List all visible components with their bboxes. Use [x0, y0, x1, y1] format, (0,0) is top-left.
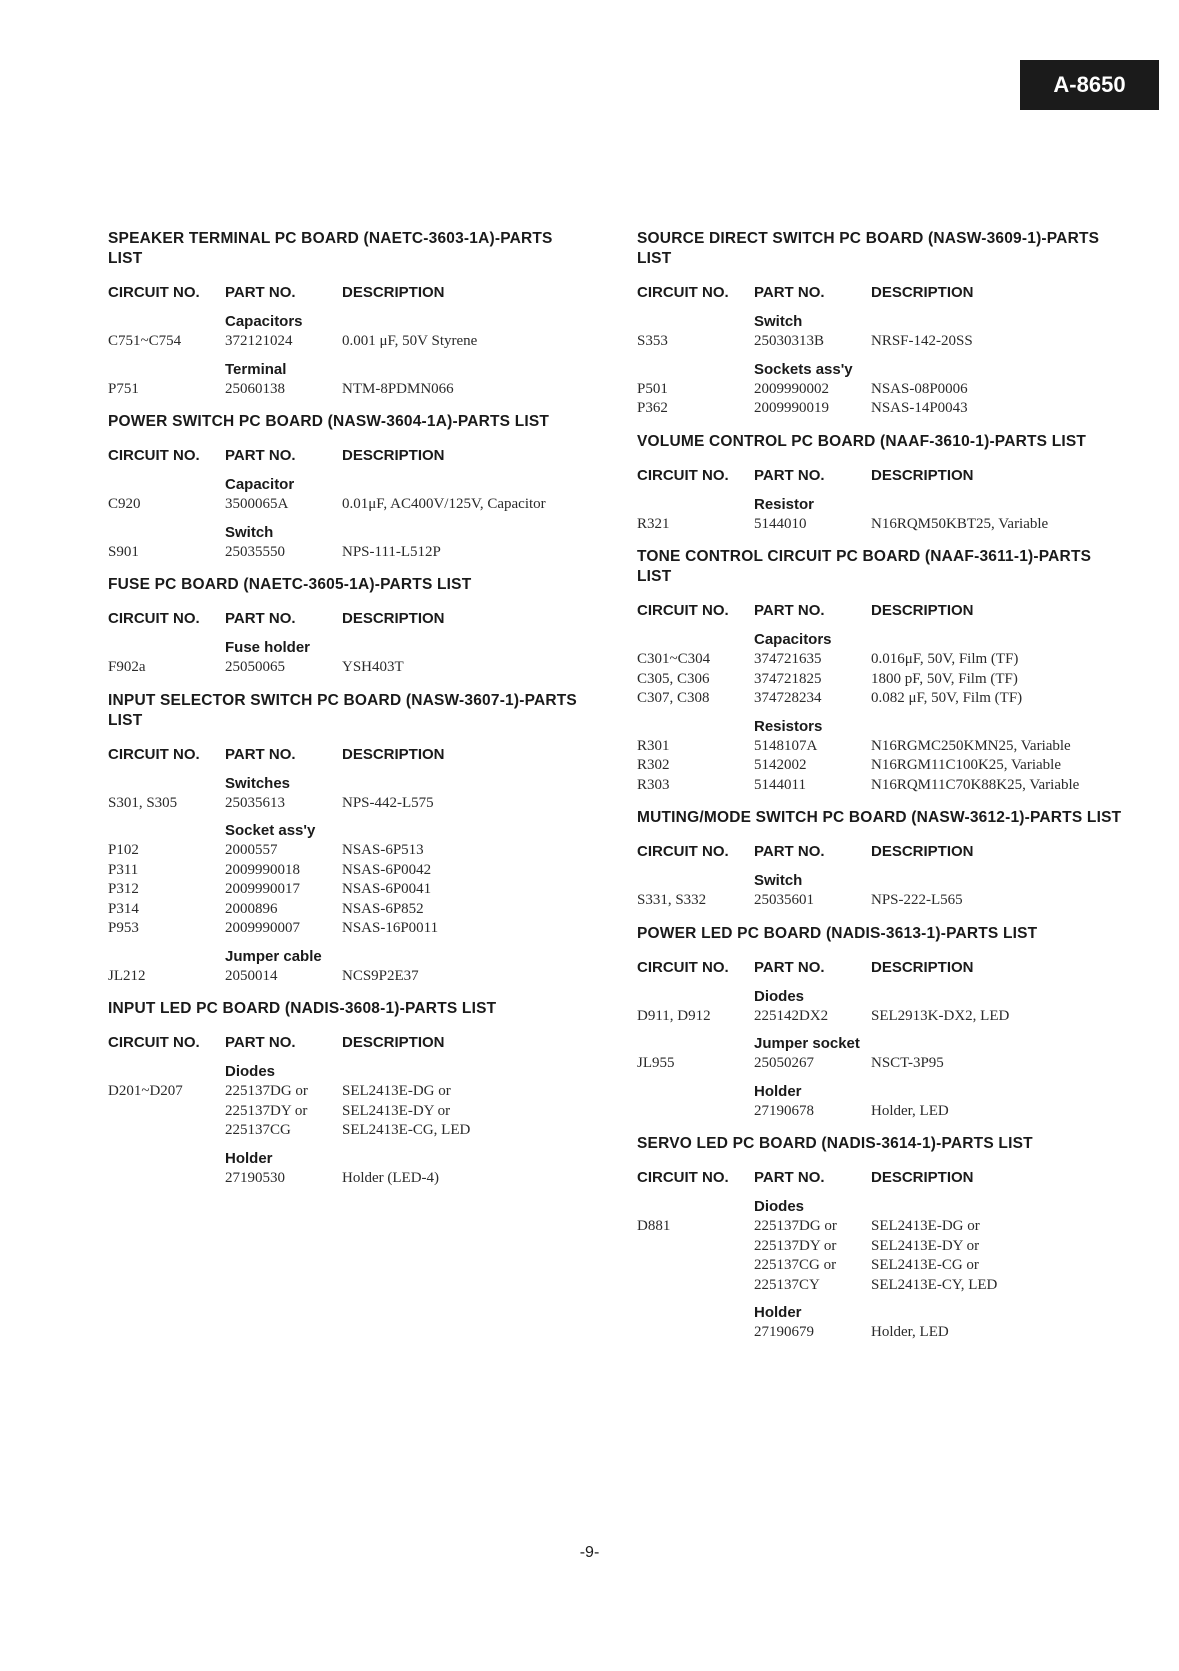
group-name: Diodes [225, 1063, 276, 1080]
column-header-row [108, 446, 590, 466]
header-part-no: PART NO. [754, 466, 825, 484]
table-row [637, 891, 1122, 911]
table-row [637, 399, 1122, 419]
part-no: 2009990017 [225, 881, 300, 897]
part-no: 3500065A [225, 496, 289, 512]
column-header-row [108, 283, 590, 303]
header-part-no: PART NO. [225, 447, 296, 464]
description: Holder (LED-4) [342, 1169, 440, 1186]
group-name: Capacitors [225, 313, 303, 330]
part-group [108, 1149, 590, 1189]
table-row [108, 880, 590, 900]
group-name: Switch [225, 523, 274, 541]
part-no: 2000896 [225, 900, 278, 917]
table-row [108, 861, 590, 881]
parts-list-section [108, 999, 590, 1188]
part-no: 27190678 [754, 1102, 814, 1119]
table-row [108, 495, 590, 515]
header-description: DESCRIPTION [871, 1169, 974, 1186]
part-no: 225137DY or [225, 1102, 308, 1119]
description: NPS-222-L565 [871, 892, 963, 908]
part-group [108, 475, 590, 515]
header-description: DESCRIPTION [871, 958, 974, 976]
group-name: Holder [225, 1149, 273, 1167]
table-row [637, 1217, 1122, 1237]
part-group [637, 1034, 1122, 1074]
description: 0.01μF, AC400V/125V, Capacitor [342, 496, 546, 512]
circuit-no: S901 [108, 543, 139, 560]
part-no: 225137DY or [754, 1237, 837, 1254]
group-name: Socket ass'y [225, 822, 316, 839]
model-number-tab: A-8650 [1020, 60, 1159, 110]
circuit-no: D911, D912 [637, 1007, 711, 1024]
header-part-no: PART NO. [754, 843, 825, 860]
parts-list-section [637, 924, 1122, 1122]
table-row [637, 689, 1122, 709]
circuit-no [108, 1102, 225, 1122]
header-part-no: PART NO. [754, 958, 825, 976]
circuit-no: S301, S305 [108, 794, 178, 811]
table-row [637, 1054, 1122, 1074]
table-row [637, 1256, 1122, 1276]
circuit-no [108, 1169, 225, 1189]
part-no: 2000557 [225, 842, 278, 858]
header-circuit-no: CIRCUIT NO. [637, 1169, 729, 1186]
part-no: 225137DG or [754, 1218, 837, 1234]
description: SEL2413E-CG or [871, 1257, 979, 1273]
column-header-row [108, 1033, 590, 1053]
part-no: 225142DX2 [754, 1007, 829, 1024]
description: SEL2413E-DY or [342, 1102, 451, 1119]
page-number: -9- [579, 1544, 600, 1561]
header-circuit-no: CIRCUIT NO. [108, 284, 200, 301]
circuit-no: P362 [637, 400, 668, 416]
table-row [108, 658, 590, 678]
circuit-no: P102 [108, 842, 139, 858]
group-name: Switch [754, 313, 803, 330]
table-row [108, 1169, 590, 1189]
part-no: 225137CG or [754, 1257, 837, 1273]
part-no: 2009990007 [225, 920, 300, 936]
part-no: 374721825 [754, 670, 822, 687]
table-row [637, 1276, 1122, 1296]
part-group [108, 1062, 590, 1141]
part-group [108, 523, 590, 563]
header-circuit-no: CIRCUIT NO. [637, 843, 729, 860]
table-row [637, 670, 1122, 690]
description: NRSF-142-20SS [871, 333, 973, 349]
table-row [637, 1323, 1122, 1343]
parts-list-section [637, 547, 1122, 795]
group-name: Capacitor [225, 476, 295, 493]
description: NSAS-6P513 [342, 842, 424, 858]
part-no: 5148107A [754, 737, 818, 754]
table-row [108, 919, 590, 939]
part-group [108, 821, 590, 939]
description: NSAS-6P0041 [342, 881, 432, 897]
header-part-no: PART NO. [225, 745, 296, 763]
description: YSH403T [342, 659, 404, 675]
section-title: SPEAKER TERMINAL PC BOARD (NAETC-3603-1A)-PARTS LIST [108, 230, 553, 267]
parts-list-section [108, 229, 590, 399]
group-name: Jumper cable [225, 947, 322, 965]
section-title: POWER SWITCH PC BOARD (NASW-3604-1A)-PARTS LIST [108, 413, 550, 430]
header-part-no: PART NO. [754, 1169, 825, 1186]
part-no: 2009990018 [225, 861, 300, 878]
section-title: TONE CONTROL CIRCUIT PC BOARD (NAAF-3611-1)-PARTS LIST [637, 548, 1092, 585]
part-group [637, 312, 1122, 352]
circuit-no: C751~C754 [108, 333, 182, 349]
description: SEL2413E-DG or [871, 1218, 980, 1234]
circuit-no [637, 1237, 754, 1257]
circuit-no: P751 [108, 380, 139, 397]
table-row [637, 1102, 1122, 1122]
part-group [637, 630, 1122, 709]
circuit-no: P501 [637, 380, 668, 397]
table-row [637, 1007, 1122, 1027]
circuit-no: JL212 [108, 967, 146, 984]
part-no: 2009990002 [754, 380, 829, 397]
circuit-no: C301~C304 [637, 651, 711, 667]
column-header-row [108, 745, 590, 765]
column-header-row [637, 842, 1122, 862]
circuit-no: R321 [637, 515, 670, 532]
table-row [637, 1237, 1122, 1257]
circuit-no: P953 [108, 920, 139, 936]
table-row [108, 1102, 590, 1122]
description: 1800 pF, 50V, Film (TF) [871, 670, 1018, 687]
header-circuit-no: CIRCUIT NO. [108, 447, 200, 464]
description: SEL2413E-CG, LED [342, 1122, 471, 1138]
description: SEL2413E-CY, LED [871, 1276, 998, 1293]
circuit-no: P311 [108, 861, 139, 878]
circuit-no: C307, C308 [637, 690, 710, 706]
description: 0.016μF, 50V, Film (TF) [871, 651, 1019, 667]
table-row [108, 380, 590, 400]
description: N16RQM50KBT25, Variable [871, 515, 1049, 532]
part-no: 225137CG [225, 1122, 291, 1138]
group-name: Capacitors [754, 631, 832, 648]
header-circuit-no: CIRCUIT NO. [637, 466, 729, 484]
right-column [637, 229, 1122, 1356]
part-group [637, 495, 1122, 535]
section-title: VOLUME CONTROL PC BOARD (NAAF-3610-1)-PARTS LIST [637, 432, 1087, 450]
section-title: MUTING/MODE SWITCH PC BOARD (NASW-3612-1)-PARTS LIST [637, 809, 1122, 826]
section-title: INPUT SELECTOR SWITCH PC BOARD (NASW-3607-1)-PARTS LIST [108, 691, 577, 729]
table-row [637, 332, 1122, 352]
circuit-no [637, 1276, 754, 1296]
description: 0.001 μF, 50V Styrene [342, 333, 478, 349]
circuit-no: R302 [637, 757, 670, 773]
group-name: Switch [754, 872, 803, 889]
part-no: 372121024 [225, 333, 293, 349]
parts-list-section [108, 412, 590, 562]
part-group [637, 871, 1122, 911]
description: SEL2413E-DY or [871, 1237, 980, 1254]
circuit-no: C920 [108, 496, 141, 512]
part-no: 225137DG or [225, 1083, 308, 1099]
column-header-row [637, 601, 1122, 621]
part-no: 374721635 [754, 651, 822, 667]
header-description: DESCRIPTION [871, 843, 974, 860]
description: NSAS-16P0011 [342, 920, 439, 936]
part-no: 2050014 [225, 967, 278, 984]
part-no: 25050065 [225, 659, 285, 675]
column-header-row [637, 466, 1122, 486]
circuit-no: S353 [637, 333, 668, 349]
group-name: Resistor [754, 495, 815, 513]
table-row [108, 841, 590, 861]
header-description: DESCRIPTION [342, 610, 445, 627]
circuit-no: D201~D207 [108, 1083, 183, 1099]
column-header-row [108, 609, 590, 629]
parts-list-section [637, 229, 1122, 419]
group-name: Resistors [754, 717, 823, 735]
part-group [637, 717, 1122, 796]
header-description: DESCRIPTION [342, 447, 445, 464]
part-group [637, 1197, 1122, 1295]
table-row [637, 650, 1122, 670]
section-title: SERVO LED PC BOARD (NADIS-3614-1)-PARTS LIST [637, 1135, 1033, 1152]
description: NTM-8PDMN066 [342, 380, 454, 397]
header-part-no: PART NO. [754, 284, 825, 301]
parts-list-section [637, 1134, 1122, 1343]
description: NPS-111-L512P [342, 543, 441, 560]
table-row [637, 776, 1122, 796]
part-no: 225137CY [754, 1276, 820, 1293]
header-description: DESCRIPTION [871, 466, 974, 484]
part-no: 5142002 [754, 757, 807, 773]
part-group [108, 360, 590, 400]
description: SEL2413E-DG or [342, 1083, 451, 1099]
description: SEL2913K-DX2, LED [871, 1007, 1010, 1024]
circuit-no: R301 [637, 737, 670, 754]
group-name: Fuse holder [225, 639, 311, 656]
part-group [108, 947, 590, 987]
parts-list-section [108, 575, 590, 678]
part-group [108, 312, 590, 352]
description: N16RGM11C100K25, Variable [871, 757, 1061, 773]
part-no: 2009990019 [754, 400, 829, 416]
description: 0.082 μF, 50V, Film (TF) [871, 690, 1023, 706]
description: Holder, LED [871, 1102, 949, 1119]
table-row [637, 515, 1122, 535]
table-row [108, 332, 590, 352]
part-group [637, 987, 1122, 1027]
part-no: 25035613 [225, 794, 285, 811]
circuit-no: D881 [637, 1218, 671, 1234]
table-row [108, 900, 590, 920]
header-part-no: PART NO. [225, 610, 296, 627]
header-circuit-no: CIRCUIT NO. [108, 610, 200, 627]
header-description: DESCRIPTION [871, 284, 974, 301]
circuit-no: S331, S332 [637, 892, 707, 908]
circuit-no: R303 [637, 776, 670, 793]
section-title: FUSE PC BOARD (NAETC-3605-1A)-PARTS LIST [108, 576, 472, 593]
group-name: Switches [225, 774, 291, 792]
part-no: 25030313B [754, 333, 825, 349]
group-name: Diodes [754, 1198, 805, 1215]
table-row [108, 543, 590, 563]
part-group [637, 1303, 1122, 1343]
circuit-no [108, 1121, 225, 1141]
table-row [637, 380, 1122, 400]
description: NSCT-3P95 [871, 1055, 944, 1071]
section-title: POWER LED PC BOARD (NADIS-3613-1)-PARTS LIST [637, 924, 1038, 942]
column-header-row [637, 958, 1122, 978]
part-group [637, 360, 1122, 419]
group-name: Jumper socket [754, 1035, 860, 1052]
header-circuit-no: CIRCUIT NO. [108, 745, 200, 763]
description: NCS9P2E37 [342, 967, 419, 984]
part-no: 27190679 [754, 1324, 814, 1340]
part-no: 25035601 [754, 892, 814, 908]
header-circuit-no: CIRCUIT NO. [108, 1034, 200, 1051]
table-row [108, 1082, 590, 1102]
circuit-no: C305, C306 [637, 670, 710, 687]
section-title: SOURCE DIRECT SWITCH PC BOARD (NASW-3609-1)-PARTS LIST [637, 230, 1100, 267]
part-no: 5144010 [754, 515, 807, 532]
description: N16RGMC250KMN25, Variable [871, 737, 1071, 754]
circuit-no: F902a [108, 659, 146, 675]
column-header-row [637, 1168, 1122, 1188]
part-no: 25035550 [225, 543, 285, 560]
left-column [108, 229, 590, 1201]
circuit-no: P312 [108, 881, 139, 897]
circuit-no: JL955 [637, 1055, 675, 1071]
group-name: Sockets ass'y [754, 360, 853, 378]
group-name: Terminal [225, 360, 287, 378]
circuit-no [637, 1102, 754, 1122]
part-no: 374728234 [754, 690, 822, 706]
header-part-no: PART NO. [225, 284, 296, 301]
description: NPS-442-L575 [342, 794, 434, 811]
description: NSAS-14P0043 [871, 400, 968, 416]
header-description: DESCRIPTION [342, 1034, 445, 1051]
header-circuit-no: CIRCUIT NO. [637, 958, 729, 976]
part-no: 25050267 [754, 1055, 814, 1071]
table-row [637, 737, 1122, 757]
circuit-no: P314 [108, 900, 139, 917]
description: NSAS-6P852 [342, 900, 424, 917]
table-row [108, 1121, 590, 1141]
description: N16RQM11C70K88K25, Variable [871, 776, 1080, 793]
circuit-no [637, 1256, 754, 1276]
description: Holder, LED [871, 1324, 949, 1340]
header-circuit-no: CIRCUIT NO. [637, 602, 729, 619]
description: NSAS-08P0006 [871, 380, 968, 397]
header-part-no: PART NO. [754, 602, 825, 619]
header-description: DESCRIPTION [342, 284, 445, 301]
section-title: INPUT LED PC BOARD (NADIS-3608-1)-PARTS LIST [108, 1000, 497, 1017]
table-row [108, 967, 590, 987]
parts-list-section [637, 808, 1122, 911]
part-group [108, 638, 590, 678]
part-no: 25060138 [225, 380, 285, 397]
table-row [637, 756, 1122, 776]
header-part-no: PART NO. [225, 1034, 296, 1051]
group-name: Diodes [754, 987, 805, 1005]
circuit-no [637, 1323, 754, 1343]
part-no: 5144011 [754, 776, 806, 793]
parts-list-section [637, 432, 1122, 535]
description: NSAS-6P0042 [342, 861, 432, 878]
column-header-row [637, 283, 1122, 303]
header-description: DESCRIPTION [342, 745, 445, 763]
group-name: Holder [754, 1304, 802, 1321]
part-no: 27190530 [225, 1169, 285, 1186]
part-group [108, 774, 590, 814]
parts-list-section [108, 691, 590, 987]
part-group [637, 1082, 1122, 1122]
table-row [108, 794, 590, 814]
header-circuit-no: CIRCUIT NO. [637, 284, 729, 301]
group-name: Holder [754, 1082, 802, 1100]
header-description: DESCRIPTION [871, 602, 974, 619]
